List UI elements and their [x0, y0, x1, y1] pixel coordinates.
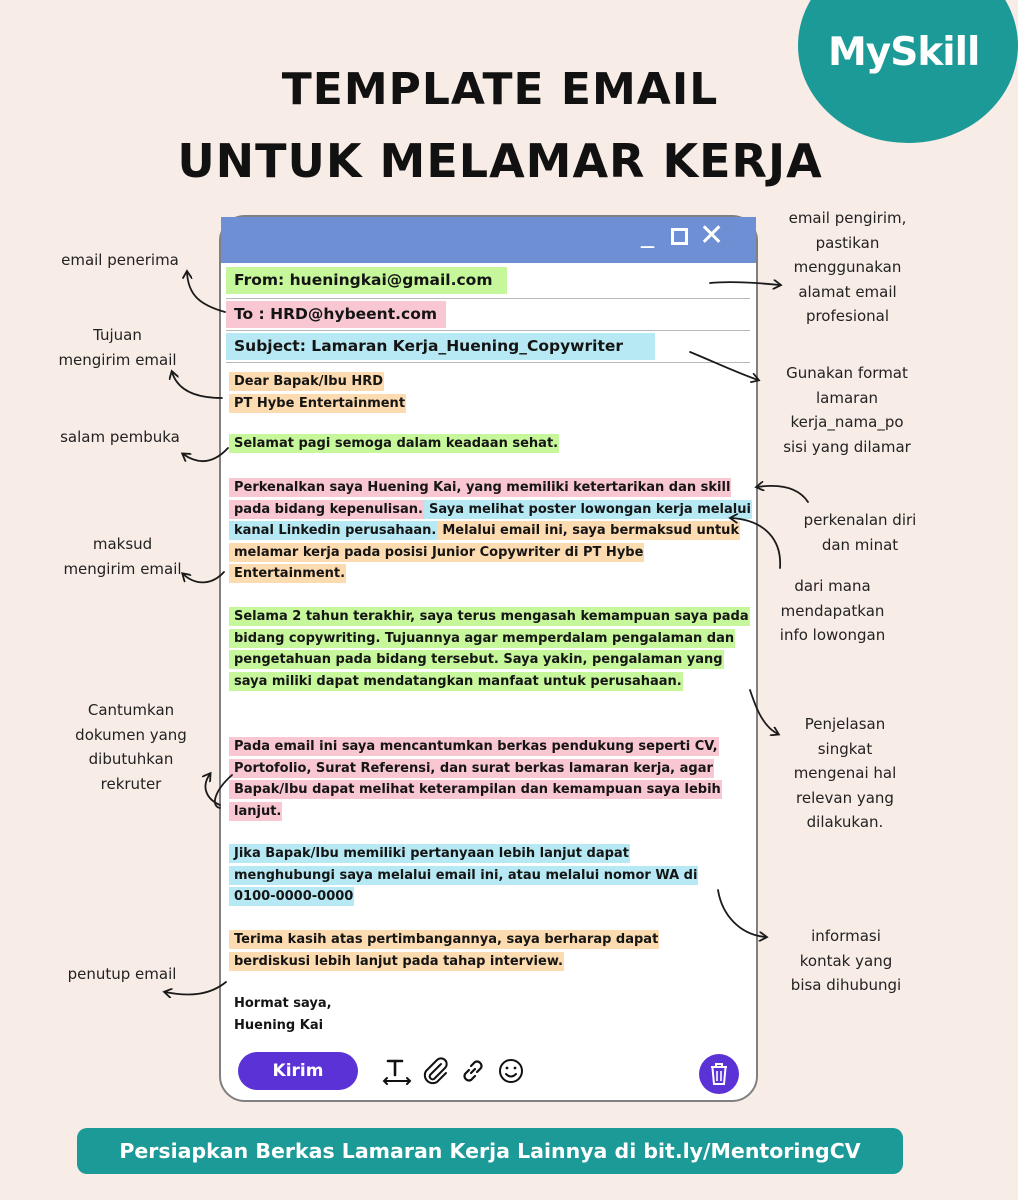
link-icon[interactable]: [457, 1055, 489, 1087]
attachment-icon[interactable]: [419, 1055, 451, 1087]
experience-text: Selama 2 tahun terakhir, saya terus mengasah kemampuan saya pada bidang copywriting. Tujuannya agar memperdalam pengalaman dan pengetahuan pada bidang tersebut. Saya yakin, pengalaman yang saya miliki dapat mendatangkan manfaat untuk perusahaan.: [229, 607, 750, 691]
annotation-penjelasan: Penjelasan singkat mengenai hal relevan yang dilakukan.: [793, 715, 897, 831]
annotation-maksud: maksud mengirim email: [63, 535, 182, 578]
signature-line2: Huening Kai: [234, 1017, 324, 1033]
signature-line1: Hormat saya,: [234, 996, 332, 1011]
annotation-tujuan: Tujuan mengirim email: [58, 326, 177, 369]
opening-text: Selamat pagi semoga dalam keadaan sehat.: [229, 434, 559, 453]
intro-text-1: Perkenalkan saya Huening Kai, yang memiliki ketertarikan dan skill pada bidang kepenulisan.: [229, 478, 731, 519]
text-format-icon[interactable]: [381, 1055, 413, 1087]
email-window: [219, 215, 758, 1102]
page-title-line1: TEMPLATE EMAIL: [281, 64, 719, 115]
greeting: [229, 371, 749, 414]
window-titlebar: [221, 217, 756, 263]
closing-text: Terima kasih atas pertimbangannya, saya berharap dapat berdiskusi lebih lanjut pada tahap interview.: [229, 930, 659, 971]
annotation-cantumkan: Cantumkan dokumen yang dibutuhkan rekruter: [75, 701, 187, 793]
annotation-informasi: informasi kontak yang bisa dihubungi: [790, 927, 902, 994]
greeting-line2: PT Hybe Entertainment: [229, 394, 406, 413]
close-icon[interactable]: ✕: [699, 218, 725, 253]
annotation-format: Gunakan format lamaran kerja_nama_po sisi yang dilamar: [783, 364, 911, 456]
trash-icon: [699, 1054, 739, 1094]
contact-text: Jika Bapak/Ibu memiliki pertanyaan lebih lanjut dapat menghubungi saya melalui email ini, atau melalui nomor WA di 0100-0000-0000: [229, 844, 698, 906]
contact-paragraph: [229, 843, 729, 908]
annotation-dari-mana: dari mana mendapatkan info lowongan: [779, 577, 886, 644]
send-button[interactable]: Kirim: [238, 1052, 358, 1090]
attachments-paragraph: [229, 736, 751, 822]
annotation-perkenalan: perkenalan diri dan minat: [803, 511, 917, 554]
subject-field[interactable]: Subject: Lamaran Kerja_Huening_Copywriter: [226, 333, 655, 360]
annotation-email-penerima: email penerima: [61, 251, 179, 269]
closing-paragraph: [229, 929, 709, 972]
annotation-email-pengirim: email pengirim, pastikan menggunakan alamat email profesional: [788, 209, 907, 325]
to-field[interactable]: To : HRD@hybeent.com: [226, 301, 446, 328]
promo-banner[interactable]: Persiapkan Berkas Lamaran Kerja Lainnya di bit.ly/MentoringCV: [77, 1128, 903, 1174]
intro-text-3: Melalui email ini, saya bermaksud untuk melamar kerja pada posisi Junior Copywriter di PT Hybe Entertainment.: [229, 521, 740, 583]
emoji-icon[interactable]: [495, 1055, 527, 1087]
maximize-icon[interactable]: [671, 228, 688, 245]
signature: [229, 993, 529, 1036]
annotation-salam-pembuka: salam pembuka: [60, 428, 180, 446]
intro-text-2: Saya melihat poster lowongan kerja melalui kanal Linkedin perusahaan.: [229, 500, 752, 541]
from-field[interactable]: From: hueningkai@gmail.com: [226, 267, 507, 294]
annotation-penutup: penutup email: [67, 965, 177, 983]
minimize-icon[interactable]: _: [641, 219, 654, 249]
experience-paragraph: [229, 606, 751, 692]
greeting-line1: Dear Bapak/Ibu HRD: [229, 372, 384, 391]
page-title-line2: UNTUK MELAMAR KERJA: [177, 134, 823, 188]
brand-logo: MySkill: [828, 30, 980, 75]
opening-paragraph: [229, 433, 749, 455]
delete-button[interactable]: [699, 1054, 739, 1094]
intro-paragraph: [229, 477, 751, 585]
attachments-text: Pada email ini saya mencantumkan berkas pendukung seperti CV, Portofolio, Surat Referensi, dan surat berkas lamaran kerja, agar Bapak/Ibu dapat melihat keterampilan dan kemampuan saya lebih lanjut.: [229, 737, 722, 821]
